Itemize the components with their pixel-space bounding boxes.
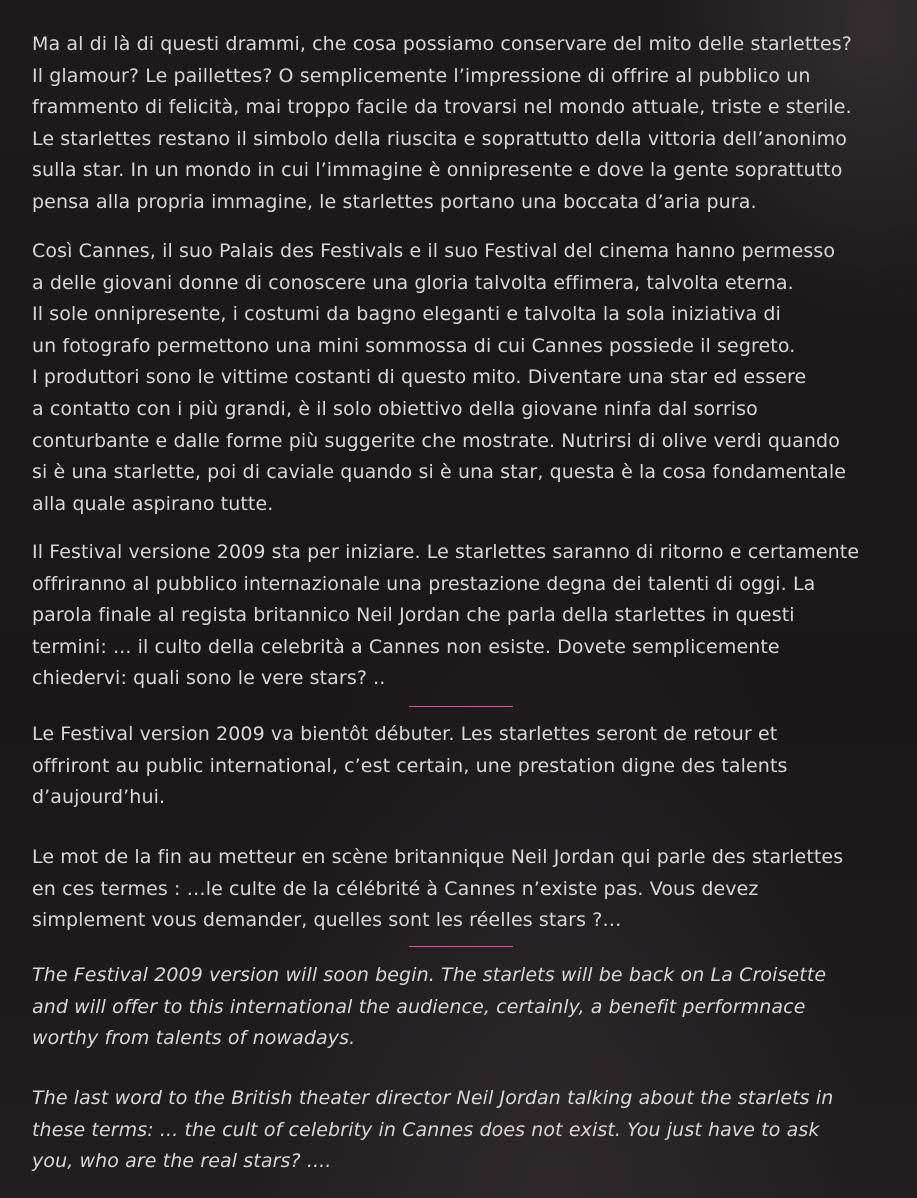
section-divider-1 [409,706,513,707]
paragraph-italian-1: Ma al di là di questi drammi, che cosa possiamo conservare del mito delle starlettes? Il glamour? Le paillettes? O semplicemente l’impressione di offrire al pubblico un frammento di felicità, mai troppo facile da trovarsi nel mondo attuale, triste e sterile. Le starlettes restano il simbolo della riuscita e soprattutto della vittoria dell’anonimo sulla star. In un mondo in cui l’immagine è onnipresente e dove la gente soprattutto pensa alla propria immagine, le starlettes portano una boccata d’aria pura. [32,33,852,213]
paragraph-french-1: Le Festival version 2009 va bientôt débuter. Les starlettes seront de retour et offriront au public international, c’est certain, une prestation digne des talents d’aujourd’hui. [32,723,788,809]
paragraph-italian-2: Così Cannes, il suo Palais des Festivals e il suo Festival del cinema hanno permesso a delle giovani donne di conoscere una gloria talvolta effimera, talvolta eterna. Il sole onnipresente, i costumi da bagno eleganti e talvolta la sola iniziativa di un fotografo permettono una mini sommossa di cui Cannes possiede il segreto. I produttori sono le vittime costanti di questo mito. Diventare una star ed essere a contatto con i più grandi, è il solo obiettivo della giovane ninfa dal sorriso conturbante e dalle forme più suggerite che mostrate. Nutrirsi di olive verdi quando si è una starlette, poi di caviale quando si è una star, questa è la cosa fondamentale alla quale aspirano tutte. [32,240,847,515]
paragraph-french-2: Le mot de la fin au metteur en scène britannique Neil Jordan qui parle des starlettes en ces termes : …le culte de la célébrité à Cannes n’existe pas. Vous devez simplement vous demander, quelles sont les réelles stars ?… [32,846,844,932]
paragraph-english-1: The Festival 2009 version will soon begin. The starlets will be back on La Croisette and will offer to this international the audience, certainly, a benefit performnace worthy from talents of nowadays. [32,964,827,1050]
paragraph-english-2: The last word to the British theater director Neil Jordan talking about the starlets in these terms: ... the cult of celebrity in Cannes does not exist. You just have to ask you, who are the real stars? .... [32,1087,834,1173]
section-divider-2 [409,946,513,947]
paragraph-italian-3: Il Festival versione 2009 sta per iniziare. Le starlettes saranno di ritorno e certamente offriranno al pubblico internazionale una prestazione degna dei talenti di oggi. La parola finale al regista britannico Neil Jordan che parla della starlettes in questi termini: ... il culto della celebrità a Cannes non esiste. Dovete semplicemente chiedervi: quali sono le vere stars? .. [32,541,860,690]
